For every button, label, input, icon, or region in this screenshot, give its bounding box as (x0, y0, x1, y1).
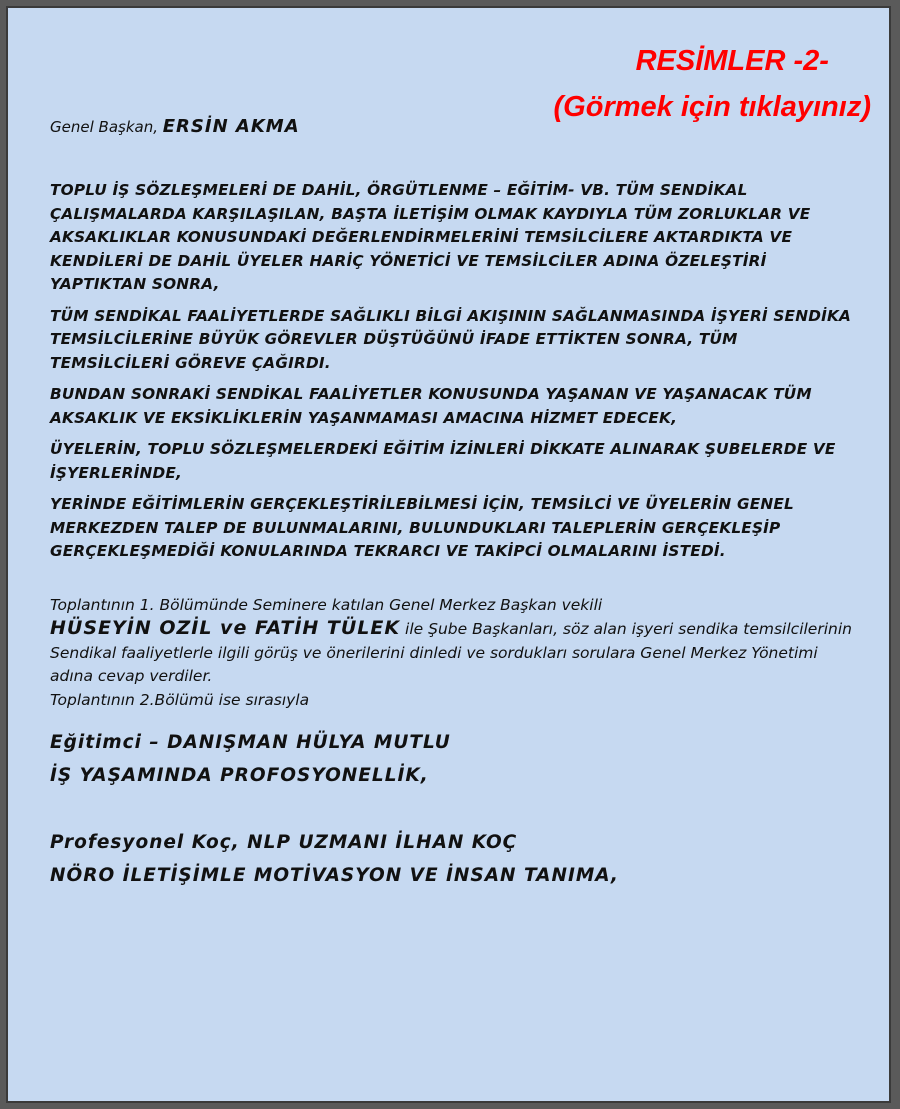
meeting-part1-rest: ile Şube Başkanları, söz alan işyeri sendika temsilcilerinin Sendikal faaliyetlerle ilgili görüş ve önerilerini dinledi ve sordukları sorulara Genel Merkez Yönetimi adına cevap verdiler. (50, 620, 852, 685)
president-line (50, 116, 860, 137)
meeting-part1-body (50, 617, 860, 689)
photos-link-subtitle[interactable]: (Görmek için tıklayınız) (553, 91, 871, 123)
speakers-list (50, 726, 860, 892)
statement-paragraph: TÜM SENDİKAL FAALİYETLERDE SAĞLIKLI BİLGİ AKIŞININ SAĞLANMASINDA İŞYERİ SENDİKA TEMSİLCİLERİNE BÜYÜK GÖREVLER DÜŞTÜĞÜNÜ İFADE ETTİKTEN SONRA, TÜM TEMSİLCİLERİ GÖREVE ÇAĞIRDI. (50, 306, 852, 372)
president-label: Genel Başkan, (50, 118, 158, 136)
speaker-1-title: Eğitimci – DANIŞMAN HÜLYA MUTLU (50, 732, 451, 753)
meeting-part2-intro: Toplantının 2.Bölümü ise sırasıyla (50, 690, 310, 709)
speaker-2-topic: NÖRO İLETİŞİMLE MOTİVASYON VE İNSAN TANIMA, (50, 865, 619, 886)
statement-paragraph: YERİNDE EĞİTİMLERİN GERÇEKLEŞTİRİLEBİLMESİ İÇİN, TEMSİLCİ VE ÜYELERİN GENEL MERKEZDEN TALEP DE BULUNMALARINI, BULUNDUKLARI TALEPLERİN GERÇEKLEŞİP GERÇEKLEŞMEDİĞİ KONULARINDA TEKRARCI VE TAKİPCİ OLMALARINI İSTEDİ. (50, 495, 794, 560)
photos-link-title[interactable]: RESİMLER -2- (635, 45, 829, 77)
statement-paragraph: TOPLU İŞ SÖZLEŞMELERİ DE DAHİL, ÖRGÜTLENME – EĞİTİM- VB. TÜM SENDİKAL ÇALIŞMALARDA KARŞILAŞILAN, BAŞTA İLETİŞİM OLMAK KAYDIYLA TÜM ZORLUKLAR VE AKSAKLIKLAR KONUSUNDAKİ DEĞERLENDİRMELERİNİ TEMSİLCİLERE AKTARDIKTA VE KENDİLERİ DE DAHİL ÜYELER HARİÇ YÖNETİCİ VE TEMSİLCİLER ADINA ÖZELEŞTİRİ YAPTIKTAN SONRA, (50, 181, 811, 293)
statement-paragraph: ÜYELERİN, TOPLU SÖZLEŞMELERDEKİ EĞİTİM İZİNLERİ DİKKATE ALINARAK ŞUBELERDE VE İŞYERLERİNDE, (50, 440, 836, 482)
president-name: ERSİN AKMA (162, 116, 300, 137)
meeting-part1-intro: Toplantının 1. Bölümünde Seminere katılan Genel Merkez Başkan vekili (50, 595, 603, 614)
statement-paragraphs (50, 179, 860, 564)
speaker-1-topic: İŞ YAŞAMINDA PROFOSYONELLİK, (50, 765, 429, 786)
meeting-summary (50, 594, 860, 713)
speaker-2-title: Profesyonel Koç, NLP UZMANI İLHAN KOÇ (50, 832, 518, 853)
spacer (50, 792, 860, 826)
deputy-names: HÜSEYİN OZİL ve FATİH TÜLEK (50, 617, 401, 639)
statement-paragraph: BUNDAN SONRAKİ SENDİKAL FAALİYETLER KONUSUNDA YAŞANAN VE YAŞANACAK TÜM AKSAKLIK VE EKSİKLİKLERİN YAŞANMAMASI AMACINA HİZMET EDECEK, (50, 385, 812, 427)
document-panel (6, 6, 891, 1103)
article-body (50, 116, 860, 892)
